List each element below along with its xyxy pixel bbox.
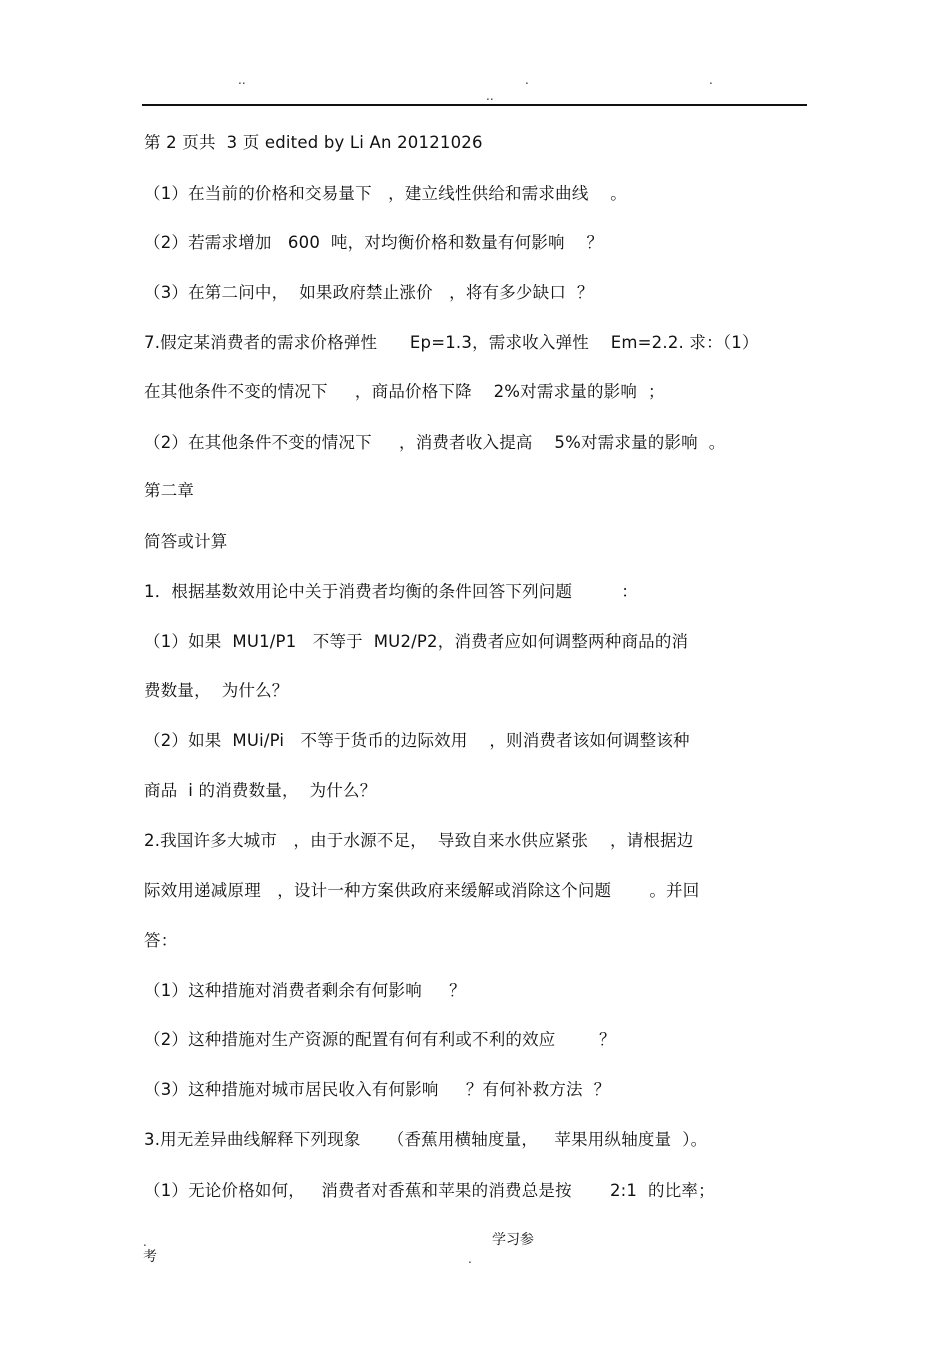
text-line: （1）在当前的价格和交易量下 ，建立线性供给和需求曲线 。: [144, 184, 628, 203]
footer-center-text: 学习参: [492, 1232, 534, 1248]
text-line: （1）这种措施对消费者剩余有何影响 ？: [144, 981, 466, 1000]
text-line: 答：: [144, 931, 178, 950]
question-3-line: 3.用无差异曲线解释下列现象 （香蕉用横轴度量， 苹果用纵轴度量 ）。: [144, 1130, 708, 1149]
text-line: （3）这种措施对城市居民收入有何影响 ？有何补救方法 ？: [144, 1080, 611, 1099]
text-line: （2）这种措施对生产资源的配置有何有利或不利的效应 ？: [144, 1030, 616, 1049]
text-line: （2）若需求增加 600 吨，对均衡价格和数量有何影响 ？: [144, 233, 604, 252]
page-info-line: 第 2 页共 3 页 edited by Li An 20121026: [144, 133, 483, 152]
text-line: （1）无论价格如何， 消费者对香蕉和苹果的消费总是按 2:1 的比率；: [144, 1181, 715, 1200]
text-line: （3）在第二问中， 如果政府禁止涨价 ，将有多少缺口 ？: [144, 283, 594, 302]
text-line: 商品 i 的消费数量， 为什么？: [144, 781, 377, 800]
header-mark: ..: [486, 89, 494, 103]
footer-mark: .: [468, 1252, 472, 1266]
question-1-line: 1．根据基数效用论中关于消费者均衡的条件回答下列问题 ：: [144, 582, 638, 601]
text-line: 际效用递减原理 ，设计一种方案供政府来缓解或消除这个问题 。并回: [144, 881, 700, 900]
header-rule: [142, 104, 807, 106]
header-mark: .: [709, 73, 713, 87]
question-2-line: 2.我国许多大城市 ，由于水源不足， 导致自来水供应紧张 ，请根据边: [144, 831, 694, 850]
text-line: 费数量， 为什么？: [144, 681, 289, 700]
text-line: （1）如果 MU1/P1 不等于 MU2/P2，消费者应如何调整两种商品的消: [144, 632, 689, 651]
section-heading: 简答或计算: [144, 532, 228, 551]
chapter-heading: 第二章: [144, 481, 195, 500]
header-mark: ..: [238, 73, 246, 87]
footer-mark: .: [143, 1235, 147, 1249]
footer-left-char: 考: [143, 1249, 157, 1265]
header-mark: .: [525, 73, 529, 87]
text-line: （2）如果 MUi/Pi 不等于货币的边际效用 ，则消费者该如何调整该种: [144, 731, 690, 750]
text-line: （2）在其他条件不变的情况下 ，消费者收入提高 5%对需求量的影响 。: [144, 433, 726, 452]
text-line: 在其他条件不变的情况下 ，商品价格下降 2%对需求量的影响 ；: [144, 382, 665, 401]
question-7-line: 7.假定某消费者的需求价格弹性 Ep=1.3，需求收入弹性 Em=2.2. 求：（1）: [144, 333, 759, 352]
